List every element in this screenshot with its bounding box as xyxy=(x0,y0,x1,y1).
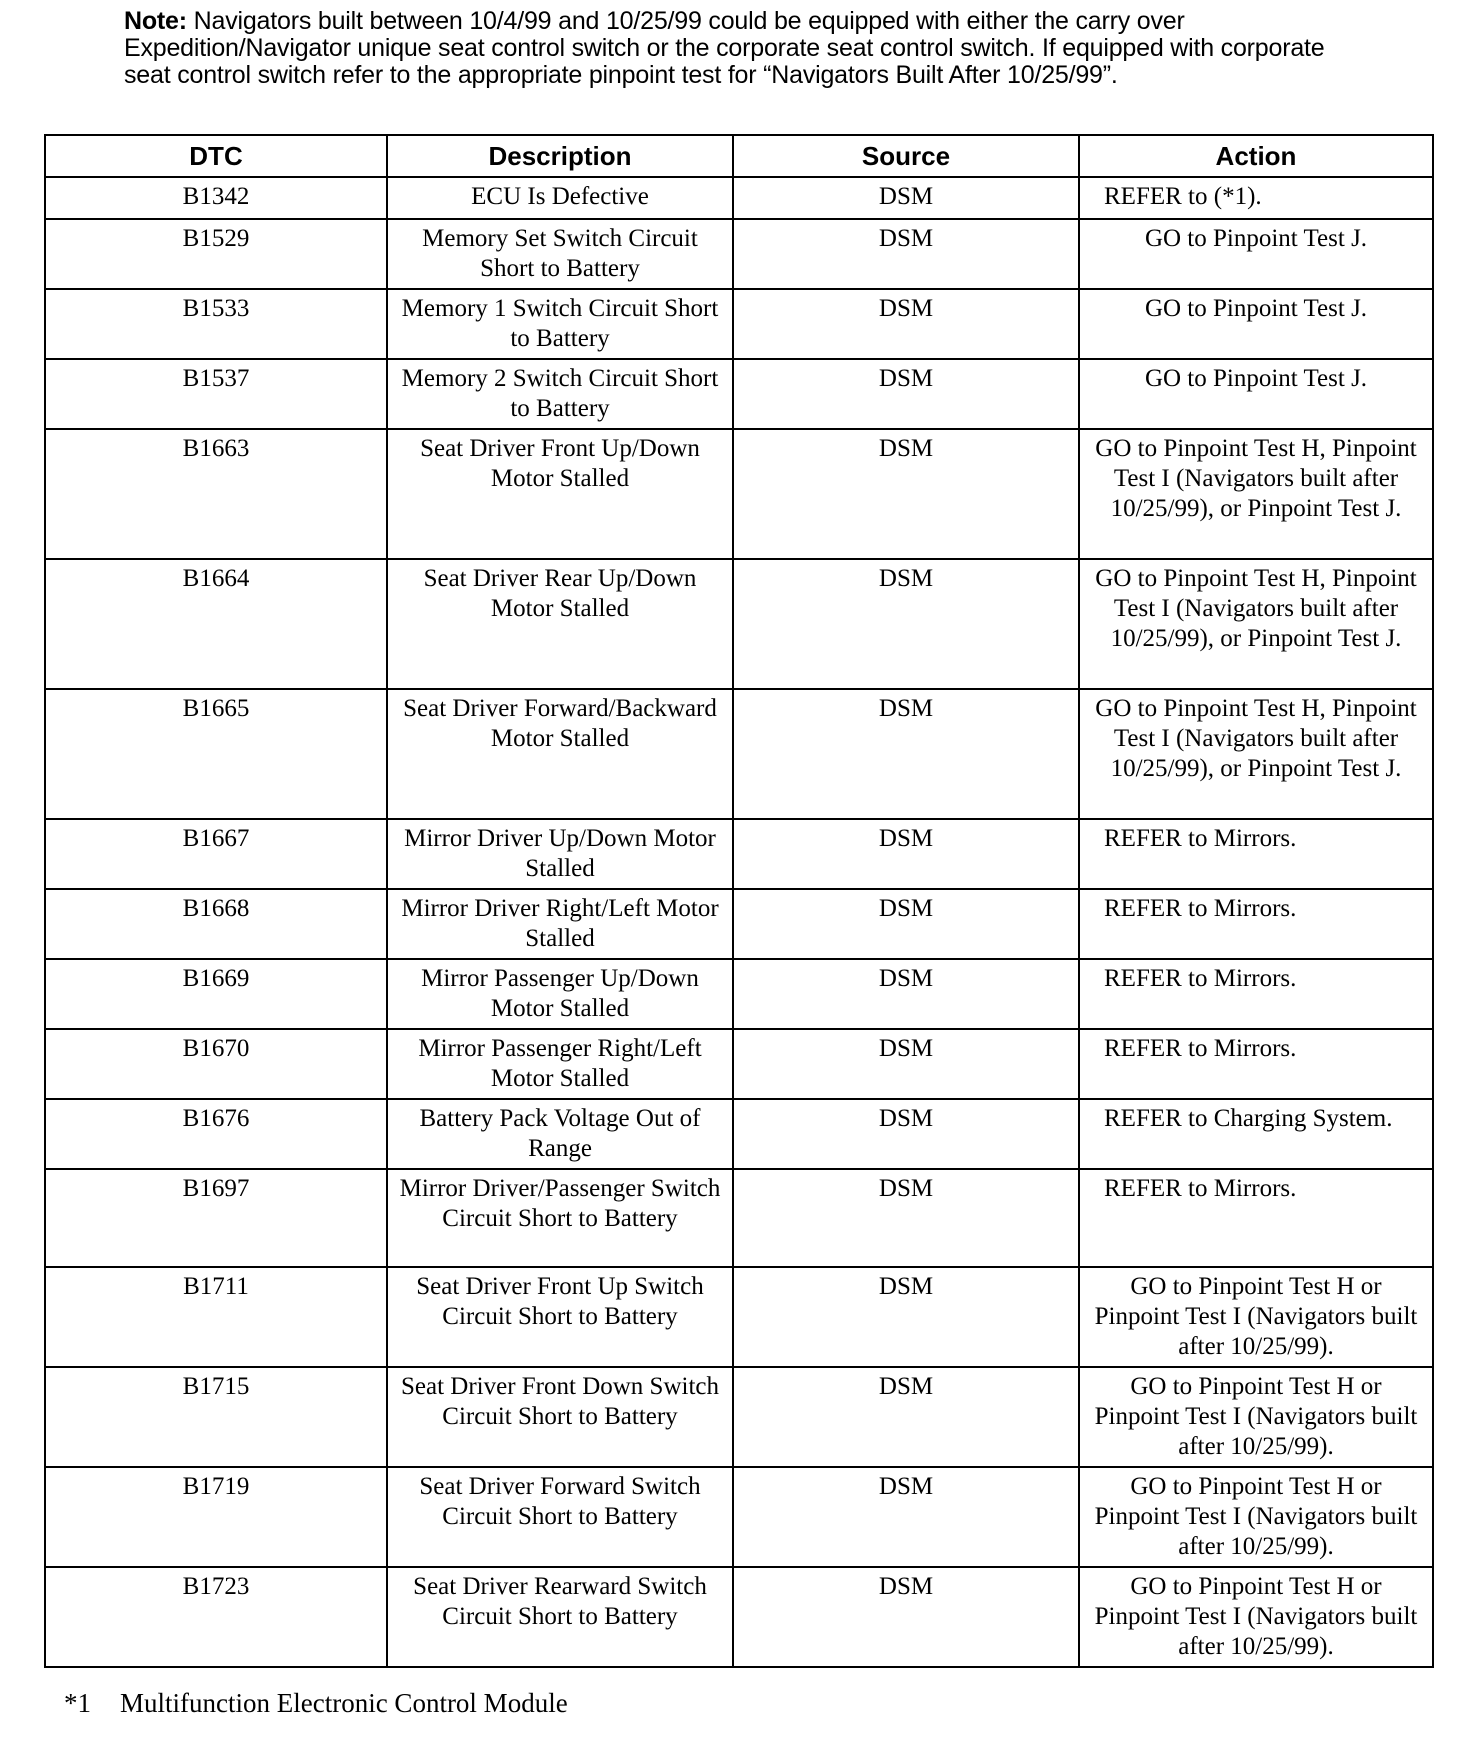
table-header-row xyxy=(45,135,1433,177)
dtc-code: B1676 xyxy=(45,1099,387,1169)
table-row xyxy=(45,219,1433,289)
header-source: Source xyxy=(733,135,1079,177)
dtc-code: B1529 xyxy=(45,219,387,289)
dtc-source: DSM xyxy=(733,819,1079,889)
note-label: Note: xyxy=(124,7,187,35)
dtc-source: DSM xyxy=(733,689,1079,819)
dtc-action: REFER to Mirrors. xyxy=(1079,889,1433,959)
dtc-source: DSM xyxy=(733,1267,1079,1367)
footnote-text: Multifunction Electronic Control Module xyxy=(120,1688,568,1718)
dtc-source: DSM xyxy=(733,1169,1079,1267)
table-row xyxy=(45,689,1433,819)
dtc-code: B1711 xyxy=(45,1267,387,1367)
table-row xyxy=(45,1029,1433,1099)
dtc-action: GO to Pinpoint Test H or Pinpoint Test I (Navigators built after 10/25/99). xyxy=(1079,1467,1433,1567)
dtc-action: REFER to Mirrors. xyxy=(1079,959,1433,1029)
dtc-description: Seat Driver Forward Switch Circuit Short to Battery xyxy=(387,1467,733,1567)
dtc-source: DSM xyxy=(733,1367,1079,1467)
header-dtc: DTC xyxy=(45,135,387,177)
dtc-source: DSM xyxy=(733,889,1079,959)
dtc-code: B1697 xyxy=(45,1169,387,1267)
table-row xyxy=(45,1467,1433,1567)
dtc-action: GO to Pinpoint Test H or Pinpoint Test I (Navigators built after 10/25/99). xyxy=(1079,1367,1433,1467)
table-row xyxy=(45,1267,1433,1367)
table-row xyxy=(45,559,1433,689)
table-row xyxy=(45,359,1433,429)
header-action: Action xyxy=(1079,135,1433,177)
header-description: Description xyxy=(387,135,733,177)
table-row xyxy=(45,959,1433,1029)
dtc-description: Mirror Driver Up/Down Motor Stalled xyxy=(387,819,733,889)
dtc-action: GO to Pinpoint Test H, Pinpoint Test I (Navigators built after 10/25/99), or Pinpoint Test J. xyxy=(1079,429,1433,559)
dtc-source: DSM xyxy=(733,1467,1079,1567)
note-paragraph xyxy=(124,8,1344,89)
dtc-action: GO to Pinpoint Test H or Pinpoint Test I (Navigators built after 10/25/99). xyxy=(1079,1267,1433,1367)
dtc-code: B1667 xyxy=(45,819,387,889)
footnote xyxy=(64,1687,568,1719)
dtc-description: ECU Is Defective xyxy=(387,177,733,219)
dtc-description: Seat Driver Front Up Switch Circuit Short to Battery xyxy=(387,1267,733,1367)
table-row xyxy=(45,1169,1433,1267)
table-row xyxy=(45,1099,1433,1169)
dtc-description: Seat Driver Rearward Switch Circuit Short to Battery xyxy=(387,1567,733,1667)
dtc-source: DSM xyxy=(733,1099,1079,1169)
table-row xyxy=(45,819,1433,889)
table-row xyxy=(45,889,1433,959)
dtc-description: Mirror Passenger Up/Down Motor Stalled xyxy=(387,959,733,1029)
dtc-code: B1537 xyxy=(45,359,387,429)
dtc-source: DSM xyxy=(733,959,1079,1029)
dtc-code: B1665 xyxy=(45,689,387,819)
dtc-code: B1715 xyxy=(45,1367,387,1467)
dtc-source: DSM xyxy=(733,289,1079,359)
table-row xyxy=(45,177,1433,219)
dtc-code: B1533 xyxy=(45,289,387,359)
table-row xyxy=(45,289,1433,359)
note-text: Navigators built between 10/4/99 and 10/25/99 could be equipped with either the carry over Expedition/Navigator unique seat control switch or the corporate seat control switch. If equipped with corporate seat control switch refer to the appropriate pinpoint test for “Navigators Built After 10/25/99”. xyxy=(124,7,1325,89)
dtc-description: Seat Driver Front Down Switch Circuit Short to Battery xyxy=(387,1367,733,1467)
dtc-code: B1669 xyxy=(45,959,387,1029)
dtc-description: Memory Set Switch Circuit Short to Battery xyxy=(387,219,733,289)
dtc-action: REFER to Mirrors. xyxy=(1079,1169,1433,1267)
dtc-description: Mirror Driver Right/Left Motor Stalled xyxy=(387,889,733,959)
dtc-action: GO to Pinpoint Test H, Pinpoint Test I (Navigators built after 10/25/99), or Pinpoint Test J. xyxy=(1079,689,1433,819)
dtc-source: DSM xyxy=(733,359,1079,429)
dtc-code: B1719 xyxy=(45,1467,387,1567)
dtc-table xyxy=(44,134,1434,1668)
table-row xyxy=(45,1367,1433,1467)
dtc-code: B1723 xyxy=(45,1567,387,1667)
dtc-code: B1663 xyxy=(45,429,387,559)
dtc-action: GO to Pinpoint Test H, Pinpoint Test I (Navigators built after 10/25/99), or Pinpoint Test J. xyxy=(1079,559,1433,689)
dtc-source: DSM xyxy=(733,1567,1079,1667)
dtc-source: DSM xyxy=(733,177,1079,219)
dtc-description: Seat Driver Forward/Backward Motor Stalled xyxy=(387,689,733,819)
dtc-action: REFER to Charging System. xyxy=(1079,1099,1433,1169)
footnote-marker: *1 xyxy=(64,1688,91,1718)
dtc-description: Battery Pack Voltage Out of Range xyxy=(387,1099,733,1169)
dtc-source: DSM xyxy=(733,1029,1079,1099)
dtc-code: B1664 xyxy=(45,559,387,689)
dtc-action: REFER to Mirrors. xyxy=(1079,819,1433,889)
dtc-code: B1670 xyxy=(45,1029,387,1099)
dtc-description: Seat Driver Rear Up/Down Motor Stalled xyxy=(387,559,733,689)
dtc-description: Mirror Driver/Passenger Switch Circuit Short to Battery xyxy=(387,1169,733,1267)
table-row xyxy=(45,429,1433,559)
dtc-description: Seat Driver Front Up/Down Motor Stalled xyxy=(387,429,733,559)
dtc-action: REFER to Mirrors. xyxy=(1079,1029,1433,1099)
dtc-action: GO to Pinpoint Test J. xyxy=(1079,289,1433,359)
dtc-description: Memory 1 Switch Circuit Short to Battery xyxy=(387,289,733,359)
dtc-source: DSM xyxy=(733,219,1079,289)
dtc-code: B1668 xyxy=(45,889,387,959)
dtc-code: B1342 xyxy=(45,177,387,219)
dtc-action: GO to Pinpoint Test H or Pinpoint Test I (Navigators built after 10/25/99). xyxy=(1079,1567,1433,1667)
dtc-action: GO to Pinpoint Test J. xyxy=(1079,359,1433,429)
table-row xyxy=(45,1567,1433,1667)
dtc-description: Memory 2 Switch Circuit Short to Battery xyxy=(387,359,733,429)
dtc-source: DSM xyxy=(733,559,1079,689)
dtc-action: GO to Pinpoint Test J. xyxy=(1079,219,1433,289)
dtc-description: Mirror Passenger Right/Left Motor Stalled xyxy=(387,1029,733,1099)
dtc-action: REFER to (*1). xyxy=(1079,177,1433,219)
dtc-source: DSM xyxy=(733,429,1079,559)
